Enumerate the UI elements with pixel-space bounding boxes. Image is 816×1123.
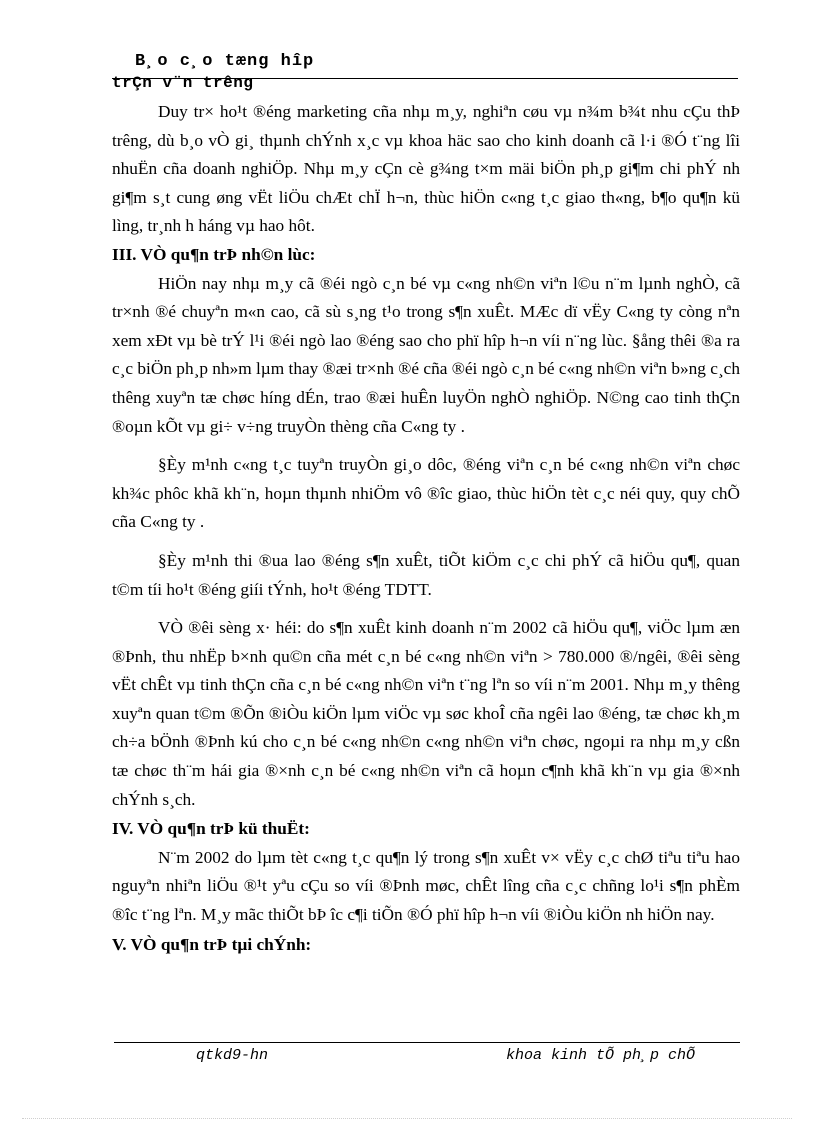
tech-paragraph-1: N¨m 2002 do lµm tèt c«ng t¸c qu¶n lý trong s¶n xuÊt v× vËy c¸c chØ tiªu tiªu hao nguyªn nhiªn liÖu ®¹t yªu cÇu so víi ®Þnh møc, chÊt lîng cña c¸c chñng lo¹i s¶n phÈm ®îc t¨ng lªn. M¸y mãc thiÕt bÞ îc c¶i tiÕn ®Ó phï hîp h¬n víi ®iÒu kiÖn nh hiÖn nay.	[112, 847, 740, 925]
header-subtitle: trÇn v¨n trêng	[112, 74, 254, 92]
header-rule	[112, 78, 738, 79]
document-body	[112, 98, 740, 959]
footer-left: qtkd9-hn	[196, 1047, 269, 1064]
section-heading-finance: V. VÒ qu¶n trÞ tµi chÝnh:	[112, 934, 312, 954]
page-edge	[22, 1118, 792, 1119]
section-heading-hr: III. VÒ qu¶n trÞ nh©n lùc:	[112, 244, 316, 264]
footer-right: khoa kinh tÕ ph¸p chÕ	[506, 1047, 696, 1064]
intro-paragraph: Duy tr× ho¹t ®éng marketing cña nhµ m¸y, nghiªn cøu vµ n¾m b¾t nhu cÇu thÞ trêng, dù b¸o vÒ gi¸ thµnh chÝnh x¸c vµ khoa häc sao cho kinh doanh cã l·i ®Ó t¨ng lîi nhuËn cña doanh nghiÖp. Nhµ m¸y cÇn cè g¾ng t×m mäi biÖn ph¸p gi¶m chi phÝ nh gi¶m s¸t cung øng vËt liÖu chÆt chÏ h¬n, thùc hiÖn c«ng t¸c giao th«ng, b¶o qu¶n kü lìng, tr¸nh h háng vµ hao hôt.	[112, 102, 740, 236]
hr-paragraph-2: §Èy m¹nh c«ng t¸c tuyªn truyÒn gi¸o dôc, ®éng viªn c¸n bé c«ng nh©n viªn chøc kh¾c phôc khã kh¨n, hoµn thµnh nhiÖm vô ®îc giao, thùc hiÖn tèt c¸c néi quy, quy chÕ cña C«ng ty .	[112, 455, 740, 532]
section-heading-tech: IV. VÒ qu¶n trÞ kü thuËt:	[112, 819, 310, 839]
header-title: B¸o c¸o tæng hîp	[135, 52, 315, 71]
hr-paragraph-3: §Èy m¹nh thi ®ua lao ®éng s¶n xuÊt, tiÕt kiÖm c¸c chi phÝ cã hiÖu qu¶, quan t©m tíi ho¹t ®éng giíi tÝnh, ho¹t ®éng TDTT.	[112, 550, 740, 599]
footer-rule	[114, 1042, 740, 1043]
hr-paragraph-4: VÒ ®êi sèng x· héi: do s¶n xuÊt kinh doanh n¨m 2002 cã hiÖu qu¶, viÖc lµm æn ®Þnh, thu nhËp b×nh qu©n cña mét c¸n bé c«ng nh©n viªn > 780.000 ®/ngêi, ®êi sèng vËt chÊt vµ tinh thÇn cña c¸n bé c«ng nh©n viªn t¨ng lªn so víi n¨m 2001. Nhµ m¸y thêng xuyªn quan t©m ®Õn ®iÒu kiÖn lµm viÖc vµ søc khoÎ cña ngêi lao ®éng, tæ chøc kh¸m ch÷a bÖnh ®Þnh kú cho c¸n bé c«ng nh©n c«ng nh©n viªn chøc, ngoµi ra nhµ m¸y cßn tæ chøc th¨m hái gia ®×nh c¸n bé c«ng nh©n viªn cã hoµn c¶nh khã kh¨n vµ gia ®×nh chÝnh s¸ch.	[112, 618, 740, 809]
hr-paragraph-1: HiÖn nay nhµ m¸y cã ®éi ngò c¸n bé vµ c«ng nh©n viªn l©u n¨m lµnh nghÒ, cã tr×nh ®é chuyªn m«n cao, cã sù s¸ng t¹o trong s¶n xuÊt. MÆc dï vËy C«ng ty còng nªn xem xÐt vµ bè trÝ l¹i ®éi ngò lao ®éng sao cho phï hîp h¬n víi n¨ng lùc. §ång thêi ®a ra c¸c biÖn ph¸p nh»m lµm thay ®æi tr×nh ®é cña ®éi ngò c¸n bé c«ng nh©n viªn b»ng c¸ch thêng xuyªn tæ chøc híng dÉn, trao ®æi huÊn luyÖn nghÒ nghiÖp. N©ng cao tinh thÇn ®oµn kÕt vµ gi÷ v÷ng truyÒn thèng cña C«ng ty .	[112, 273, 740, 436]
